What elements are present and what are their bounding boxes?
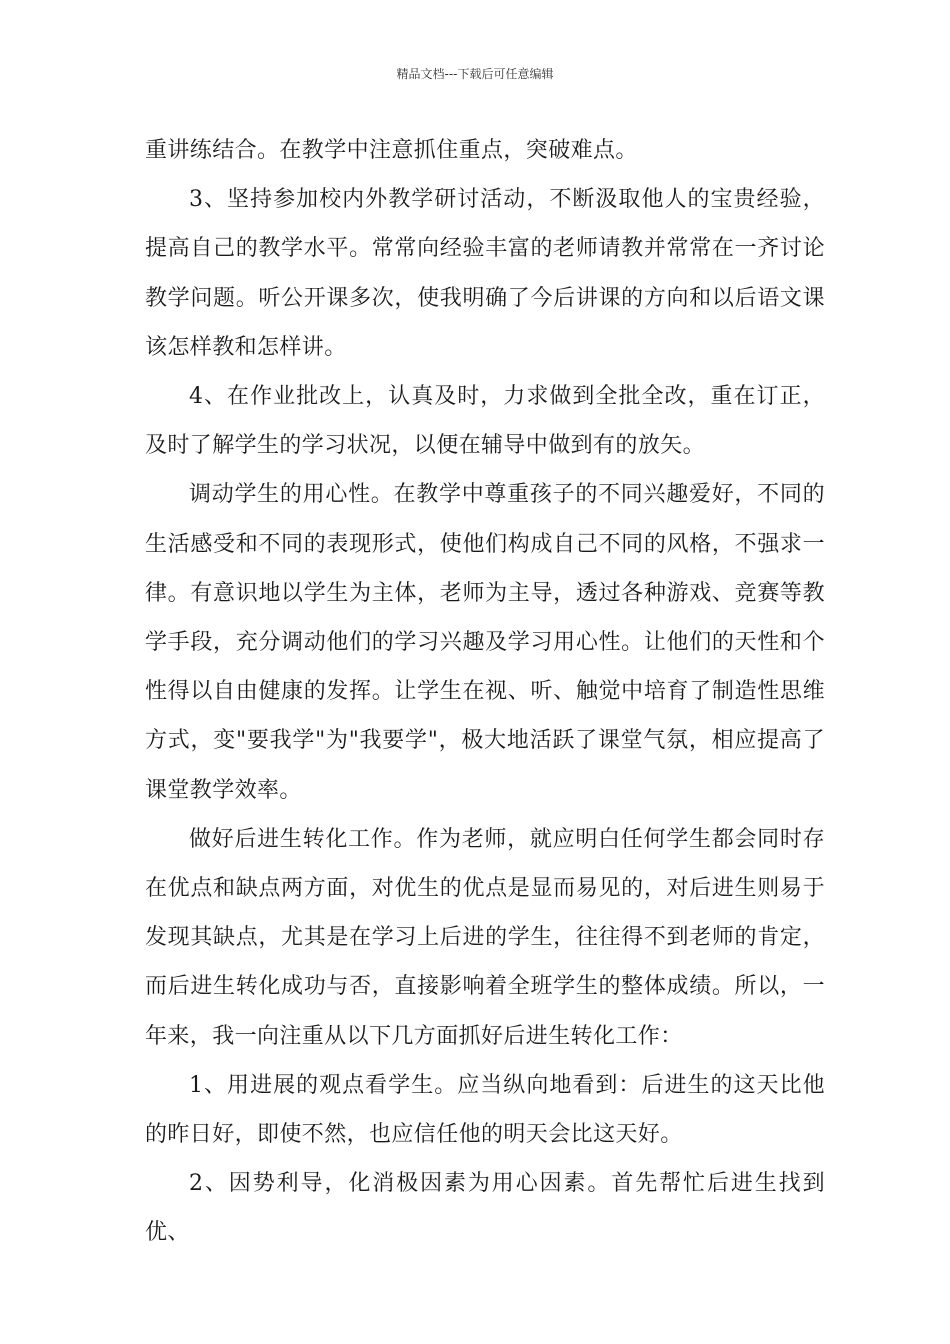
- page-header: 精品文档---下载后可任意编辑: [396, 67, 554, 81]
- paragraph-item-2: 2、因势利导，化消极因素为用心因素。首先帮忙后进生找到优、: [145, 1171, 825, 1246]
- paragraph-item-4: 4、在作业批改上，认真及时，力求做到全批全改，重在订正，及时了解学生的学习状况，以便在辅导中做到有的放矢。: [145, 384, 825, 459]
- paragraph-item-1: 1、用进展的观点看学生。应当纵向地看到：后进生的这天比他的昨日好，即使不然，也应信任他的明天会比这天好。: [145, 1072, 825, 1148]
- paragraph-item-3: 3、坚持参加校内外教学研讨活动，不断汲取他人的宝贵经验，提高自己的教学水平。常常向经验丰富的老师请教并常常在一齐讨论教学问题。听公开课多次，使我明确了今后讲课的方向和以后语文课该怎样教和怎样讲。: [145, 187, 825, 360]
- document-body: [145, 126, 825, 1258]
- paragraph-continuation: 重讲练结合。在教学中注意抓住重点，突破难点。: [145, 138, 638, 163]
- paragraph-student-motivation: 调动学生的用心性。在教学中尊重孩子的不同兴趣爱好，不同的生活感受和不同的表现形式，使他们构成自己不同的风格，不强求一律。有意识地以学生为主体，老师为主导，透过各种游戏、竞赛等教学手段，充分调动他们的学习兴趣及学习用心性。让他们的天性和个性得以自由健康的发挥。让学生在视、听、触觉中培育了制造性思维方式，变"要我学"为"我要学"，极大地活跃了课堂气氛，相应提高了课堂教学效率。: [145, 482, 825, 803]
- paragraph-struggling-students: 做好后进生转化工作。作为老师，就应明白任何学生都会同时存在优点和缺点两方面，对优生的优点是显而易见的，对后进生则易于发现其缺点，尤其是在学习上后进的学生，往往得不到老师的肯定，而后进生转化成功与否，直接影响着全班学生的整体成绩。所以，一年来，我一向注重从以下几方面抓好后进生转化工作：: [145, 826, 825, 1049]
